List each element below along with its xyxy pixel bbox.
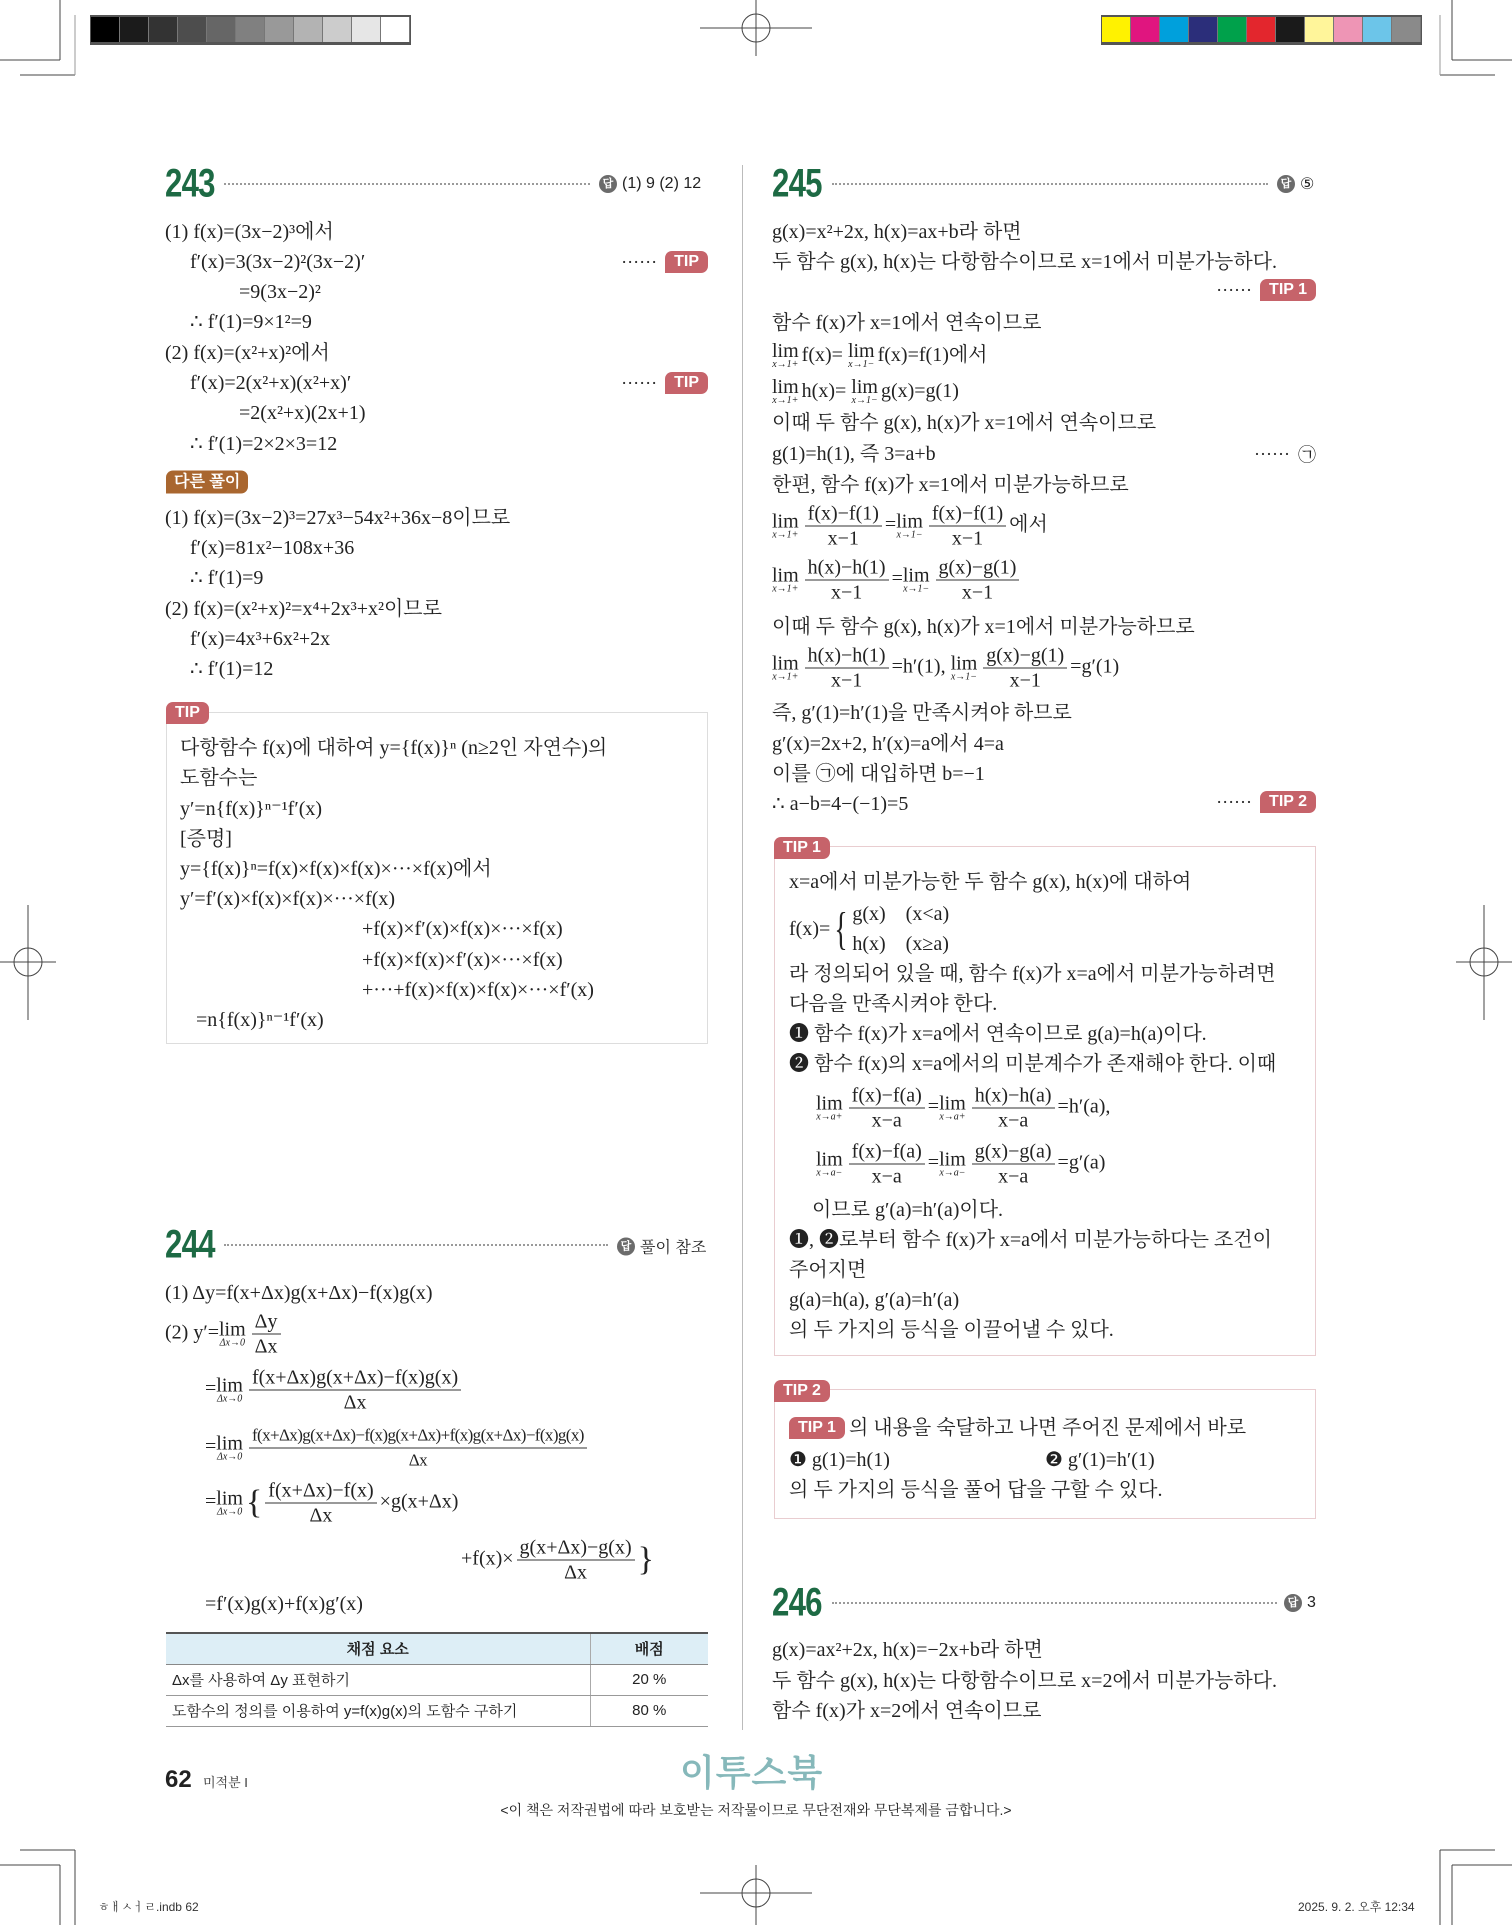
tip-line: ❷ g′(1)=h′(1) — [1045, 1449, 1155, 1471]
text: (2) y′= — [165, 1321, 219, 1344]
solution-line: (1) Δy=f(x+Δx)g(x+Δx)−f(x)g(x) — [165, 1282, 433, 1304]
color-swatch — [178, 17, 207, 42]
copyright-notice: <이 책은 저작권법에 따라 보호받는 저작물이므로 무단전재와 무단복제를 금합니다.> — [500, 1802, 1012, 1818]
fraction — [849, 1084, 925, 1133]
fraction — [805, 644, 889, 693]
tip-badge: TIP — [665, 372, 708, 394]
fraction — [265, 1479, 376, 1528]
color-swatch — [1392, 17, 1421, 42]
lim-sub: x→1− — [851, 395, 878, 407]
tip-line: ❶ g(1)=h(1) — [789, 1449, 890, 1471]
numerator: g(x)−g(1) — [983, 644, 1067, 669]
circled-label: ㉠ — [1298, 445, 1316, 465]
solution-line: ∴ f′(1)=9 — [190, 567, 264, 589]
answer-text: (1) 9 (2) 12 — [622, 175, 702, 192]
solution-line — [772, 378, 959, 406]
solution-line: g(x)=ax²+2x, h(x)=−2x+b라 하면 — [772, 1639, 1043, 1661]
lim-text: lim — [772, 340, 799, 363]
solution-line — [205, 1366, 464, 1415]
solution-line: 두 함수 g(x), h(x)는 다항함수이므로 x=1에서 미분가능하다. — [772, 251, 1277, 273]
piecewise-case: h(x) (x≥a) — [852, 933, 949, 955]
denominator: x−1 — [961, 581, 994, 604]
fraction — [972, 1140, 1055, 1189]
limit — [772, 654, 799, 682]
solution-line: f′(x)=81x²−108x+36 — [190, 537, 355, 559]
numerator: f(x+Δx)−f(x) — [265, 1479, 376, 1504]
text: f(x)= — [801, 343, 843, 366]
table-cell: 80 % — [590, 1695, 708, 1726]
tip-line: +f(x)×f′(x)×f(x)×···×f(x) — [362, 918, 563, 940]
denominator: Δx — [408, 1450, 427, 1470]
denominator: Δx — [254, 1335, 278, 1358]
solution-line: 즉, g′(1)=h′(1)을 만족시켜야 하므로 — [772, 702, 1072, 724]
fraction — [936, 556, 1020, 605]
answer-icon: 답 — [599, 175, 617, 193]
fraction — [805, 502, 882, 551]
tip-line: 도함수는 — [180, 767, 258, 789]
solution-line: ∴ a−b=4−(−1)=5 — [772, 793, 909, 815]
text: =h′(a), — [1057, 1095, 1111, 1118]
tip-line: [증명] — [180, 828, 232, 850]
answer-text: ⑤ — [1300, 176, 1315, 193]
publisher-logo: 이투스북 — [680, 1752, 824, 1793]
lim-text: lim — [216, 1374, 243, 1396]
solution-line: (1) f(x)=(3x−2)³=27x³−54x²+36x−8이므로 — [165, 507, 511, 529]
fraction — [805, 556, 889, 605]
tip-line: =n{f(x)}ⁿ⁻¹f′(x) — [196, 1009, 324, 1031]
text: = — [927, 1151, 940, 1174]
solution-line: 두 함수 g(x), h(x)는 다항함수이므로 x=2에서 미분가능하다. — [772, 1670, 1277, 1692]
brace: { — [245, 1484, 263, 1521]
leader-dots — [224, 183, 590, 185]
color-swatch — [1218, 17, 1247, 42]
solution-line — [772, 556, 1022, 605]
color-swatch — [1334, 17, 1363, 42]
tip-line: 라 정의되어 있을 때, 함수 f(x)가 x=a에서 미분가능하려면 — [789, 963, 1276, 985]
solution-line: g(x)=x²+2x, h(x)=ax+b라 하면 — [772, 221, 1022, 243]
numerator: f(x+Δx)g(x+Δx)−f(x)g(x+Δx)+f(x)g(x+Δx)−f(x)g(x) — [249, 1424, 587, 1449]
column-divider — [742, 165, 743, 1730]
solution-line: ∴ f′(1)=12 — [190, 658, 274, 680]
fraction — [983, 644, 1067, 693]
lim-sub: x→1+ — [772, 583, 799, 594]
lim-sub: x→1− — [848, 359, 875, 371]
brace: } — [637, 1541, 654, 1578]
solution-line: ∴ f′(1)=9×1²=9 — [190, 311, 312, 333]
text: = — [884, 513, 897, 536]
lim-text: lim — [772, 564, 799, 586]
leader-dots — [832, 183, 1268, 185]
grayscale-color-bar — [90, 15, 411, 45]
color-swatch — [1189, 17, 1218, 42]
lim-sub: x→1+ — [772, 359, 799, 371]
solution-line — [165, 1310, 284, 1359]
lim-text: lim — [902, 564, 930, 586]
leader-dots: ······ — [1216, 279, 1253, 300]
text: h(x)= — [801, 379, 847, 402]
numerator: h(x)−h(1) — [805, 556, 889, 581]
solution-line: ∴ f′(1)=2×2×3=12 — [190, 433, 338, 455]
limit — [848, 342, 875, 370]
denominator: x−1 — [951, 527, 984, 550]
answer-text: 풀이 참조 — [640, 1239, 707, 1257]
denominator: x−a — [998, 1109, 1029, 1132]
denominator: x−a — [871, 1109, 902, 1132]
numerator: f(x)−f(a) — [849, 1140, 925, 1165]
solution-line: g′(x)=2x+2, h′(x)=a에서 4=a — [772, 733, 1004, 755]
lim-sub: x→a+ — [816, 1111, 843, 1122]
text: =g′(a) — [1057, 1151, 1106, 1174]
color-swatch — [1247, 17, 1276, 42]
numerator: g(x+Δx)−g(x) — [517, 1536, 635, 1561]
limit — [939, 1094, 966, 1122]
solution-line: 한편, 함수 f(x)가 x=1에서 미분가능하므로 — [772, 474, 1129, 496]
tip-line: +···+f(x)×f(x)×f(x)×···×f′(x) — [362, 979, 594, 1001]
limit — [219, 1320, 246, 1348]
color-swatch — [236, 17, 265, 42]
lim-sub: Δx→0 — [219, 1337, 245, 1348]
color-swatch — [1305, 17, 1334, 42]
tip-line: 의 두 가지의 등식을 풀어 답을 구할 수 있다. — [789, 1479, 1163, 1501]
tip-line: 이므로 g′(a)=h′(a)이다. — [812, 1199, 1004, 1221]
leader-dots — [832, 1602, 1277, 1604]
table-cell: Δx를 사용하여 Δy 표현하기 — [166, 1664, 590, 1695]
piecewise-case: g(x) (x<a) — [852, 903, 950, 925]
solution-line: (2) f(x)=(x²+x)²=x⁴+2x³+x²이므로 — [165, 598, 442, 620]
fraction — [517, 1536, 635, 1585]
numerator: g(x)−g(1) — [936, 556, 1020, 581]
numerator: f(x)−f(1) — [929, 502, 1006, 527]
tip-badge: TIP 1 — [774, 837, 830, 859]
tip-badge: TIP 1 — [1260, 279, 1316, 301]
denominator: x−1 — [827, 527, 859, 550]
tip-reference — [1216, 791, 1316, 813]
lim-sub: x→a− — [816, 1167, 843, 1178]
text: = — [927, 1095, 940, 1118]
problem-number: 245 — [772, 161, 822, 206]
lim-text: lim — [939, 1092, 966, 1114]
lim-text: lim — [847, 340, 875, 363]
lim-text: lim — [216, 1432, 243, 1454]
numerator: g(x)−g(a) — [972, 1140, 1055, 1165]
text: = — [205, 1490, 217, 1513]
lim-sub: Δx→0 — [216, 1506, 243, 1517]
tip-reference — [1216, 279, 1316, 301]
denominator: x−1 — [830, 669, 863, 692]
limit — [772, 378, 799, 406]
limit — [951, 654, 978, 682]
lim-sub: x→a+ — [939, 1111, 966, 1122]
fraction — [849, 1140, 925, 1189]
limit — [216, 1489, 243, 1517]
scoring-table — [166, 1632, 708, 1727]
numerator: f(x)−f(a) — [849, 1084, 925, 1109]
equation-label — [1254, 441, 1316, 467]
color-swatch — [294, 17, 323, 42]
text: 의 내용을 숙달하고 나면 주어진 문제에서 바로 — [848, 1417, 1247, 1439]
text: f(x)= — [789, 918, 831, 940]
problem-number: 243 — [165, 161, 215, 206]
table-row — [166, 1664, 708, 1695]
color-swatch — [149, 17, 178, 42]
solution-line: f′(x)=4x³+6x²+2x — [190, 628, 331, 650]
print-slug-date: 2025. 9. 2. 오후 12:34 — [1298, 1900, 1415, 1914]
solution-line: =f′(x)g(x)+f(x)g′(x) — [205, 1593, 363, 1615]
lim-text: lim — [772, 652, 799, 674]
lim-text: lim — [851, 376, 878, 399]
table-row — [166, 1695, 708, 1726]
lim-sub: x→1− — [896, 529, 923, 540]
numerator: Δy — [252, 1310, 281, 1335]
leader-dots: ······ — [621, 372, 658, 393]
table-cell: 도함수의 정의를 이용하여 y=f(x)g(x)의 도함수 구하기 — [166, 1695, 590, 1726]
color-swatch — [323, 17, 352, 42]
lim-text: lim — [950, 652, 978, 674]
tip-line: g(a)=h(a), g′(a)=h′(a) — [789, 1289, 960, 1311]
solution-line: f′(x)=2(x²+x)(x²+x)′ — [190, 372, 352, 394]
denominator: Δx — [564, 1561, 588, 1584]
solution-line — [205, 1424, 590, 1473]
page-number: 62 — [165, 1766, 192, 1793]
solution-line: (1) f(x)=(3x−2)³에서 — [165, 221, 334, 243]
piecewise-function: f(x)= { g(x) (x<a) h(x) (x≥a) — [789, 899, 949, 959]
tip-badge: TIP 1 — [789, 1417, 845, 1439]
fraction — [249, 1424, 587, 1473]
lim-sub: x→1+ — [772, 395, 799, 407]
numerator: h(x)−h(a) — [972, 1084, 1055, 1109]
answer — [1284, 1594, 1316, 1612]
limit — [939, 1150, 966, 1178]
lim-text: lim — [816, 1148, 843, 1170]
leader-dots — [224, 1244, 608, 1246]
tip-badge: TIP — [665, 251, 708, 273]
problem-number: 246 — [772, 1580, 822, 1625]
tip-line: ❶ 함수 f(x)가 x=a에서 연속이므로 g(a)=h(a)이다. — [789, 1023, 1207, 1045]
lim-text: lim — [772, 510, 799, 532]
color-swatch — [352, 17, 381, 42]
answer — [617, 1235, 706, 1258]
answer-text: 3 — [1307, 1594, 1316, 1611]
text: ×g(x+Δx) — [379, 1490, 459, 1513]
answer — [599, 175, 701, 193]
lim-text: lim — [218, 1318, 246, 1340]
tip-line: y={f(x)}ⁿ=f(x)×f(x)×f(x)×···×f(x)에서 — [180, 858, 492, 880]
answer-icon: 답 — [617, 1237, 635, 1255]
answer — [1277, 174, 1314, 194]
text: =h′(1), — [891, 655, 951, 678]
denominator: x−a — [998, 1165, 1029, 1188]
tip-badge: TIP 2 — [1260, 791, 1316, 813]
tip-badge: TIP — [166, 702, 209, 724]
numerator: h(x)−h(1) — [805, 644, 889, 669]
table-header-row — [166, 1633, 708, 1664]
text: = — [205, 1435, 217, 1458]
limit — [772, 342, 799, 370]
table-cell: 20 % — [590, 1664, 708, 1695]
tip-line: +f(x)×f(x)×f′(x)×···×f(x) — [362, 949, 563, 971]
column-header: 배점 — [590, 1633, 708, 1664]
alternative-solution-badge: 다른 풀이 — [166, 471, 248, 494]
tip-line: y′=n{f(x)}ⁿ⁻¹f′(x) — [180, 798, 323, 820]
limit — [772, 566, 799, 594]
limit — [216, 1434, 243, 1462]
solution-line — [772, 342, 988, 370]
text: 에서 — [1009, 513, 1048, 536]
color-swatch — [1131, 17, 1160, 42]
denominator: Δx — [309, 1504, 333, 1527]
lim-text: lim — [772, 376, 799, 399]
solution-line — [772, 644, 1119, 693]
text: f(x)=f(1)에서 — [877, 343, 988, 366]
color-swatch — [120, 17, 149, 42]
tip-line: 다항함수 f(x)에 대하여 y={f(x)}ⁿ (n≥2인 자연수)의 — [180, 737, 608, 759]
solution-line: g(1)=h(1), 즉 3=a+b — [772, 443, 936, 465]
denominator: x−1 — [1009, 669, 1041, 692]
color-swatch — [1276, 17, 1305, 42]
answer-icon: 답 — [1284, 1594, 1302, 1612]
solution-line — [205, 1479, 458, 1528]
limit — [816, 1150, 843, 1178]
tip-line: 다음을 만족시켜야 한다. — [789, 993, 998, 1015]
cmyk-color-bar — [1101, 15, 1422, 45]
tip-line — [816, 1084, 1110, 1133]
solution-line — [461, 1536, 654, 1585]
fraction — [929, 502, 1006, 551]
solution-line: 이때 두 함수 g(x), h(x)가 x=1에서 미분가능하므로 — [772, 616, 1195, 638]
solution-line: (2) f(x)=(x²+x)²에서 — [165, 342, 330, 364]
limit — [851, 378, 878, 406]
lim-text: lim — [896, 510, 923, 532]
lim-sub: x→1+ — [772, 529, 799, 540]
tip-badge: TIP 2 — [774, 1380, 830, 1402]
lim-sub: Δx→0 — [216, 1451, 243, 1462]
limit — [772, 512, 799, 540]
leader-dots: ······ — [621, 251, 658, 272]
print-slug-file: ㅎㅐㅅㅓㄹ.indb 62 — [98, 1900, 199, 1914]
tip-reference — [621, 251, 708, 273]
tip-line — [789, 1415, 1246, 1441]
text: = — [205, 1377, 217, 1400]
solution-line — [772, 502, 1048, 551]
tip-line: ❷ 함수 f(x)의 x=a에서의 미분계수가 존재해야 한다. 이때 — [789, 1053, 1277, 1075]
limit — [896, 512, 923, 540]
lim-text: lim — [939, 1148, 966, 1170]
leader-dots: ······ — [1216, 791, 1253, 812]
lim-sub: x→1− — [903, 583, 930, 594]
text: +f(x)× — [461, 1547, 514, 1570]
tip-reference — [621, 372, 708, 394]
lim-sub: x→1− — [950, 671, 977, 682]
lim-sub: Δx→0 — [216, 1393, 243, 1404]
lim-sub: x→1+ — [772, 671, 799, 682]
numerator: f(x)−f(1) — [805, 502, 882, 527]
column-header: 채점 요소 — [166, 1633, 590, 1664]
tip-line: ❶, ❷로부터 함수 f(x)가 x=a에서 미분가능하다는 조건이 — [789, 1229, 1272, 1251]
text: g(x)=g(1) — [880, 379, 959, 402]
solution-line: =9(3x−2)² — [239, 281, 321, 303]
tip-line — [816, 1140, 1105, 1189]
color-swatch — [381, 17, 410, 42]
lim-text: lim — [216, 1487, 243, 1509]
problem-number: 244 — [165, 1222, 215, 1267]
text: =g′(1) — [1070, 655, 1120, 678]
color-swatch — [1102, 17, 1131, 42]
color-swatch — [91, 17, 120, 42]
color-swatch — [1160, 17, 1189, 42]
fraction — [252, 1310, 281, 1359]
lim-sub: x→a− — [939, 1167, 966, 1178]
lim-text: lim — [816, 1092, 843, 1114]
tip-line: x=a에서 미분가능한 두 함수 g(x), h(x)에 대하여 — [789, 871, 1192, 893]
limit — [903, 566, 930, 594]
tip-line: 주어지면 — [789, 1259, 867, 1281]
tip-line: y′=f′(x)×f(x)×f(x)×···×f(x) — [180, 888, 396, 910]
denominator: Δx — [343, 1391, 367, 1414]
color-swatch — [1363, 17, 1392, 42]
solution-line: 이를 ㉠에 대입하면 b=−1 — [772, 763, 985, 785]
denominator: x−1 — [830, 581, 863, 604]
solution-line: 함수 f(x)가 x=2에서 연속이므로 — [772, 1700, 1042, 1722]
denominator: x−a — [871, 1165, 902, 1188]
solution-line: 이때 두 함수 g(x), h(x)가 x=1에서 연속이므로 — [772, 412, 1157, 434]
subject-name: 미적분 I — [203, 1775, 248, 1790]
solution-line: f′(x)=3(3x−2)²(3x−2)′ — [190, 251, 366, 273]
color-swatch — [265, 17, 294, 42]
answer-icon: 답 — [1277, 175, 1295, 193]
fraction — [972, 1084, 1055, 1133]
tip-line: 의 두 가지의 등식을 이끌어낼 수 있다. — [789, 1319, 1114, 1341]
numerator: f(x+Δx)g(x+Δx)−f(x)g(x) — [249, 1366, 461, 1391]
solution-line: =2(x²+x)(2x+1) — [239, 402, 366, 424]
solution-line: 함수 f(x)가 x=1에서 연속이므로 — [772, 312, 1042, 334]
limit — [816, 1094, 843, 1122]
text: = — [891, 567, 903, 590]
leader-dots: ······ — [1254, 443, 1290, 464]
limit — [216, 1376, 243, 1404]
fraction — [249, 1366, 461, 1415]
color-swatch — [207, 17, 236, 42]
